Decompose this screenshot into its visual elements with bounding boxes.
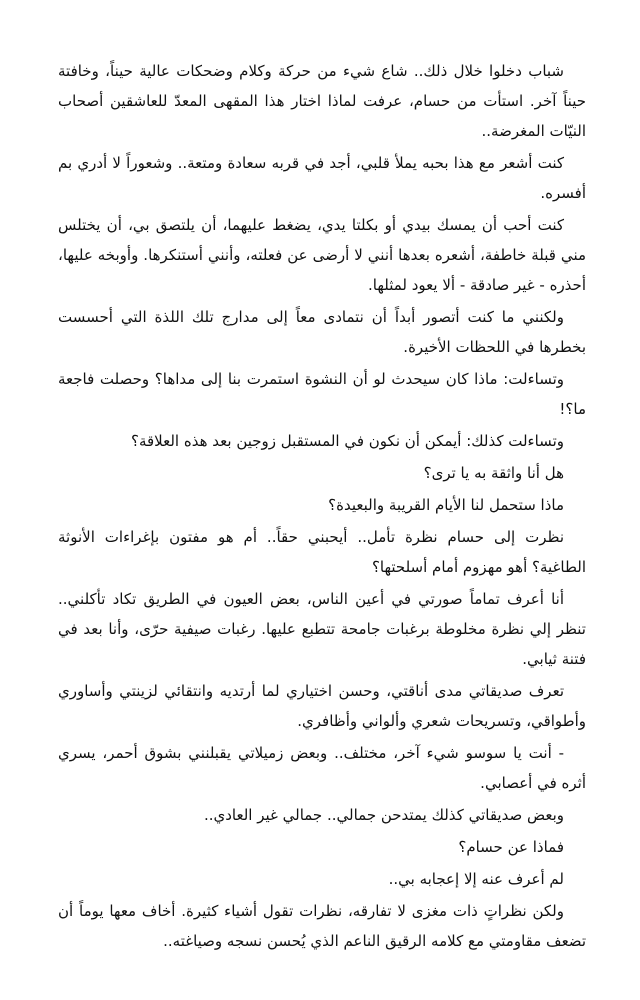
paragraph: وتساءلت: ماذا كان سيحدث لو أن النشوة استمرت بنا إلى مداها؟ وحصلت فاجعة ما؟! [58,370,586,418]
paragraph: فماذا عن حسام؟ [458,838,564,856]
paragraph: ولكنني ما كنت أتصور أبداً أن نتمادى معاً إلى مدارج تلك اللذة التي أحسست بخطرها في اللحظات الأخيرة. [58,308,586,356]
paragraph: ولكن نظراتٍ ذات مغزى لا تفارقه، نظرات تقول أشياء كثيرة. أخاف معها يوماً أن تضعف مقاومتي مع كلامه الرقيق الناعم الذي يُحسن نسجه وصياغته.. [58,902,586,950]
paragraph: وبعض صديقاتي كذلك يمتدحن جمالي.. جمالي غير العادي.. [203,806,564,824]
paragraph: شباب دخلوا خلال ذلك.. شاع شيء من حركة وكلام وضحكات عالية حيناً، وخافتة حيناً آخر. استأت من حسام، عرفت لماذا اختار هذا المقهى المعدّ للعاشقين أصحاب النيّات المغرضة.. [58,62,586,140]
paragraph: ماذا ستحمل لنا الأيام القريبة والبعيدة؟ [328,496,564,514]
paragraph: - أنت يا سوسو شيء آخر، مختلف.. وبعض زميلاتي يقبلنني بشوق أحمر، يسري أثره في أعصابي. [58,744,586,792]
paragraph: كنت أشعر مع هذا بحبه يملأ قلبي، أجد في قربه سعادة ومتعة.. وشعوراً لا أدري بم أفسره. [58,154,586,202]
paragraph: كنت أحب أن يمسك بيدي أو بكلتا يدي، يضغط عليهما، أن يلتصق بي، أن يختلس مني قبلة خاطفة، أشعره بعدها أنني لا أرضى عن فعلته، وأنني أستنكرها. وأوبخه عليها، أحذره - غير صادقة - ألا يعود لمثلها. [58,216,586,294]
paragraph: أنا أعرف تماماً صورتي في أعين الناس، بعض العيون في الطريق تكاد تأكلني.. تنظر إلي نظرة مخلوطة برغبات جامحة تتطبع عليها. رغبات صيفية حرّى، وأنا بعد في فتنة ثيابي. [58,590,586,668]
document-page [58,56,586,958]
paragraph: تعرف صديقاتي مدى أناقتي، وحسن اختياري لما أرتديه وانتقائي لزينتي وأساوري وأطواقي، وتسريحات شعري وألواني وأظافري. [58,682,586,730]
paragraph: لم أعرف عنه إلا إعجابه بي.. [388,870,564,888]
paragraph: هل أنا واثقة به يا ترى؟ [423,464,564,482]
paragraph: نظرت إلى حسام نظرة تأمل.. أيحبني حقاً.. أم هو مفتون بإغراءات الأنوثة الطاغية؟ أهو مهزوم أمام أسلحتها؟ [58,528,586,576]
paragraph: وتساءلت كذلك: أيمكن أن نكون في المستقبل زوجين بعد هذه العلاقة؟ [130,432,564,450]
